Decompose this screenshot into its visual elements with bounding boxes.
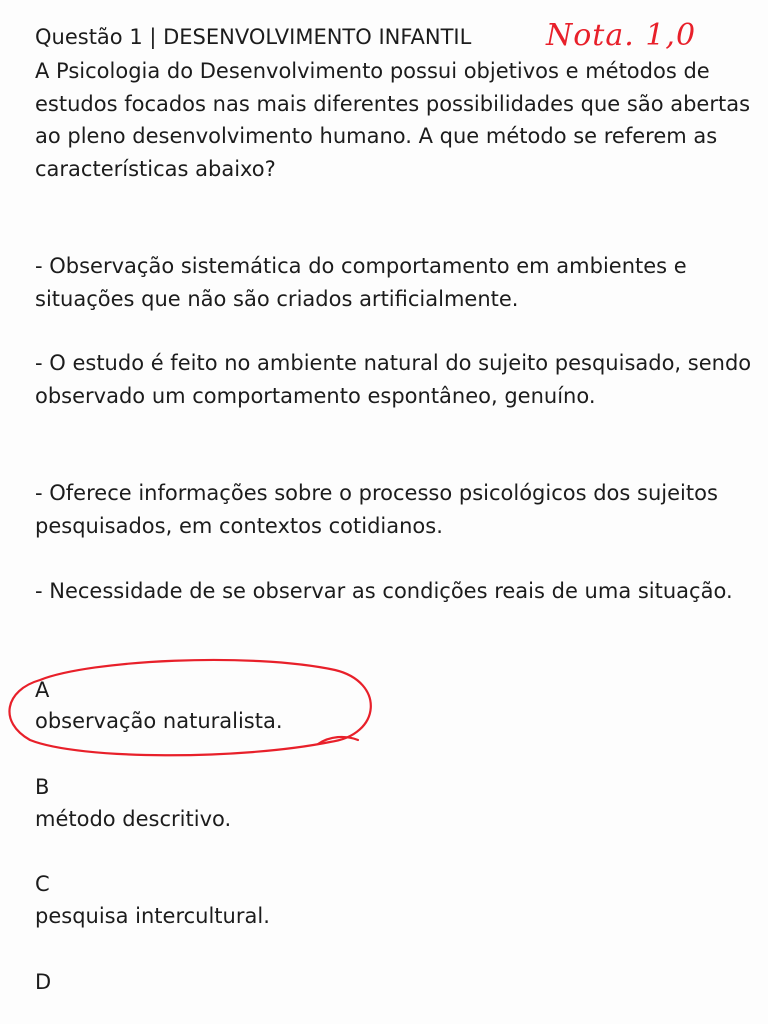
option-letter: B: [35, 775, 50, 799]
question-title: Questão 1 | DESENVOLVIMENTO INFANTIL: [35, 25, 472, 49]
option-text: pesquisa intercultural.: [35, 904, 270, 928]
characteristic-item: - Necessidade de se observar as condições reais de uma situação.: [35, 579, 733, 603]
option-letter: D: [35, 970, 52, 994]
option-letter: A: [35, 678, 50, 702]
characteristic-item: - O estudo é feito no ambiente natural do sujeito pesquisado, sendo observado um comportamento espontâneo, genuíno.: [35, 351, 752, 408]
answer-circle-tail: [318, 737, 358, 744]
option-text: método descritivo.: [35, 807, 232, 831]
option-text: observação naturalista.: [35, 709, 283, 733]
characteristic-item: - Observação sistemática do comportamento em ambientes e situações que não são criados artificialmente.: [35, 254, 687, 311]
grade-annotation: Nota. 1,0: [546, 18, 697, 53]
characteristic-item: - Oferece informações sobre o processo psicológicos dos sujeitos pesquisados, em contextos cotidianos.: [35, 481, 718, 538]
option-letter: C: [35, 872, 50, 896]
question-stem: A Psicologia do Desenvolvimento possui objetivos e métodos de estudos focados nas mais diferentes possibilidades que são abertas ao pleno desenvolvimento humano. A que método se referem as características abaixo?: [35, 59, 751, 181]
